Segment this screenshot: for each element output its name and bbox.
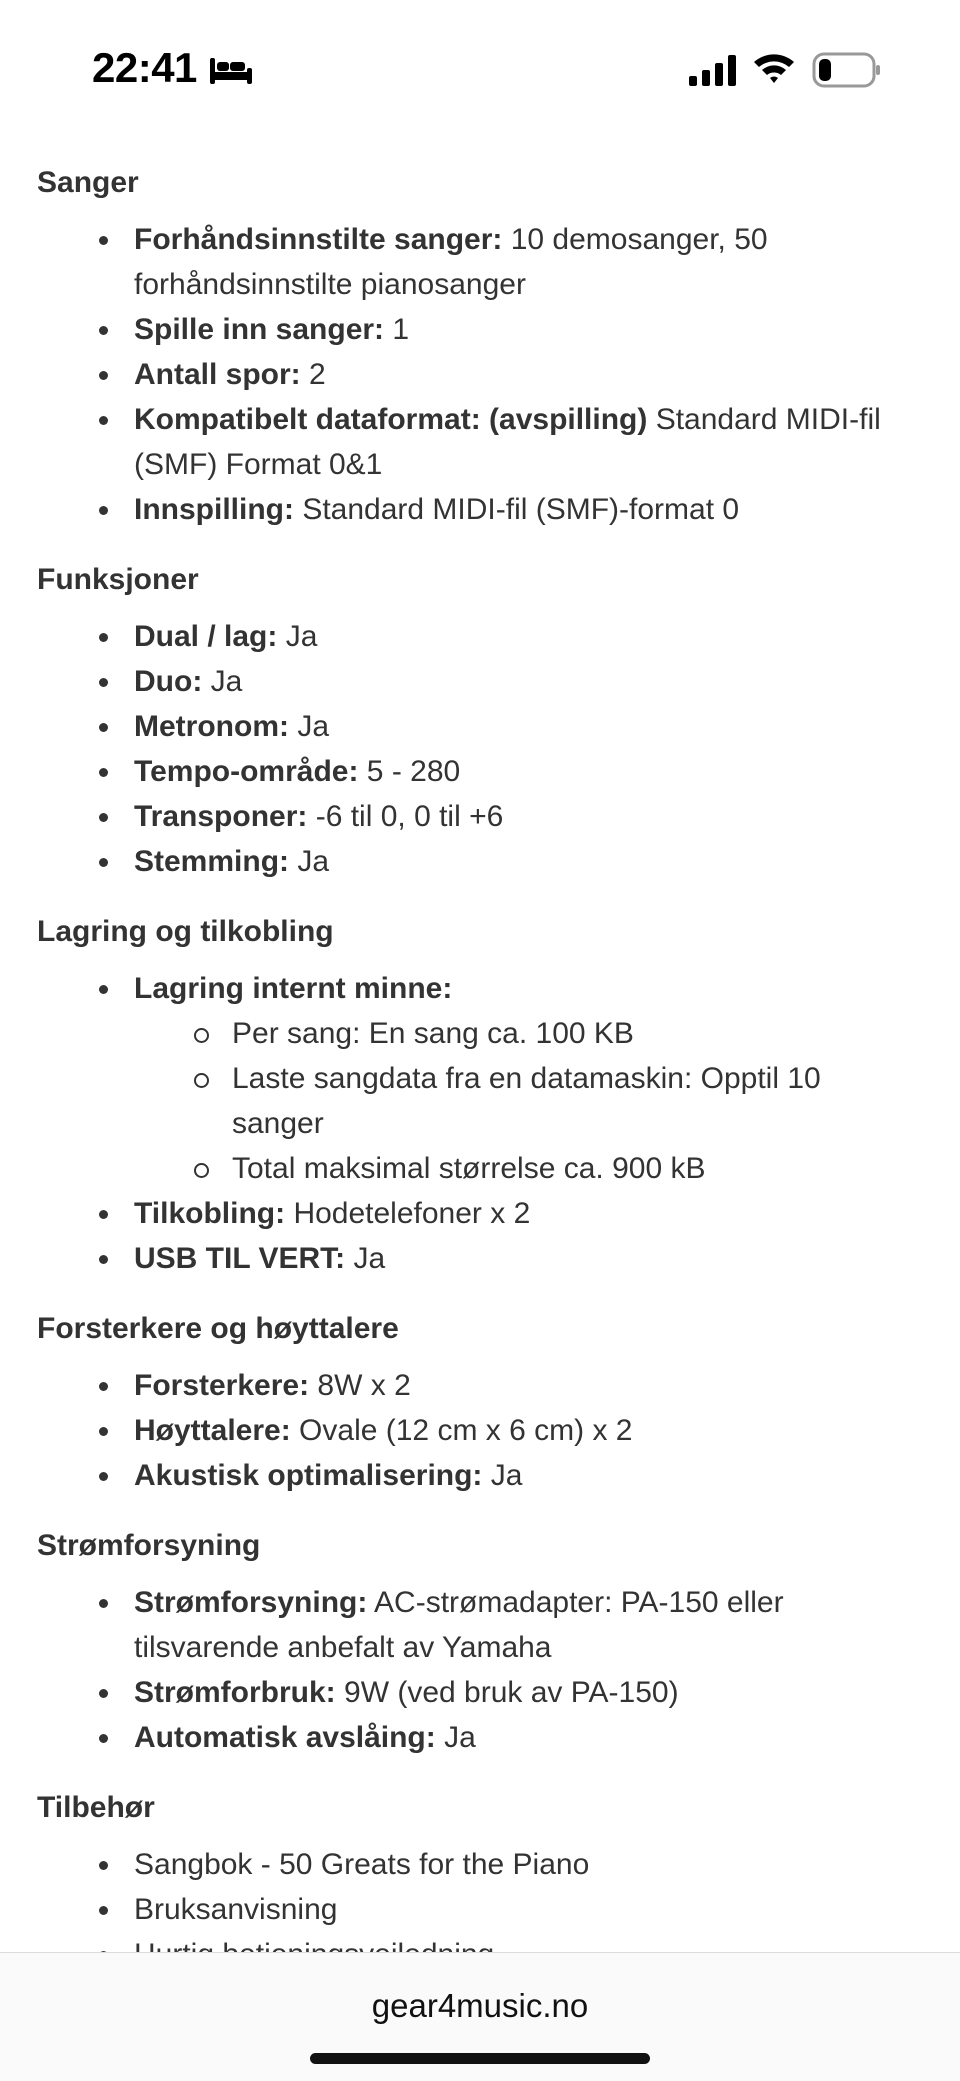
section-title: Tilbehør <box>37 1791 155 1824</box>
list-item: Tilkobling: Hodetelefoner x 2 <box>0 1191 960 1236</box>
section-title: Forsterkere og høyttalere <box>37 1312 399 1345</box>
address-bar-url[interactable]: gear4music.no <box>371 1987 589 2024</box>
section-forsterkere <box>0 1281 960 1498</box>
list-item: Bruksanvisning <box>0 1887 960 1932</box>
section-lagring <box>0 884 960 1281</box>
list-item: Sangbok - 50 Greats for the Piano <box>0 1842 960 1887</box>
list-item: Tempo-område: 5 - 280 <box>0 749 960 794</box>
list-item: Kompatibelt dataformat: (avspilling) Standard MIDI-fil (SMF) Format 0&1 <box>0 397 960 487</box>
spec-content <box>0 140 960 1952</box>
list-item: Spille inn sanger: 1 <box>0 307 960 352</box>
home-indicator[interactable] <box>310 2053 650 2064</box>
cellular-signal-icon <box>688 54 738 86</box>
list-item: Lagring internt minne: Per sang: En sang ca. 100 KB Laste sangdata fra en datamaskin: Opptil 10 sanger Total maksimal størrelse ca. 900 kB <box>0 966 960 1191</box>
wifi-icon <box>752 50 796 84</box>
list-item: Strømforsyning: AC-strømadapter: PA-150 eller tilsvarende anbefalt av Yamaha <box>0 1580 960 1670</box>
section-title: Strømforsyning <box>37 1529 261 1562</box>
list-item: USB TIL VERT: Ja <box>0 1236 960 1281</box>
status-bar <box>0 0 960 140</box>
section-title: Funksjoner <box>37 563 199 596</box>
sleep-focus-icon <box>208 56 254 86</box>
sub-list-item: Laste sangdata fra en datamaskin: Opptil 10 sanger <box>0 1056 920 1146</box>
list-item: Transponer: -6 til 0, 0 til +6 <box>0 794 960 839</box>
section-title: Lagring og tilkobling <box>37 915 334 948</box>
section-title: Sanger <box>37 166 139 199</box>
status-time: 22:41 <box>92 44 197 91</box>
list-item: Innspilling: Standard MIDI-fil (SMF)-format 0 <box>0 487 960 532</box>
sub-list-item: Per sang: En sang ca. 100 KB <box>0 1011 920 1056</box>
section-sanger <box>0 140 960 532</box>
battery-icon <box>812 52 882 88</box>
sub-list-item: Total maksimal størrelse ca. 900 kB <box>0 1146 920 1191</box>
list-item: Strømforbruk: 9W (ved bruk av PA-150) <box>0 1670 960 1715</box>
list-item: Stemming: Ja <box>0 839 960 884</box>
section-stromforsyning <box>0 1498 960 1760</box>
list-item: Høyttalere: Ovale (12 cm x 6 cm) x 2 <box>0 1408 960 1453</box>
list-item: Antall spor: 2 <box>0 352 960 397</box>
list-item: Dual / lag: Ja <box>0 614 960 659</box>
list-item: Forsterkere: 8W x 2 <box>0 1363 960 1408</box>
section-tilbehor <box>0 1760 960 1977</box>
list-item: Automatisk avslåing: Ja <box>0 1715 960 1760</box>
list-item: Forhåndsinnstilte sanger: 10 demosanger, 50 forhåndsinnstilte pianosanger <box>0 217 960 307</box>
list-item: Duo: Ja <box>0 659 960 704</box>
browser-bottom-bar <box>0 1952 960 2081</box>
section-funksjoner <box>0 532 960 884</box>
list-item: Metronom: Ja <box>0 704 960 749</box>
list-item: Akustisk optimalisering: Ja <box>0 1453 960 1498</box>
